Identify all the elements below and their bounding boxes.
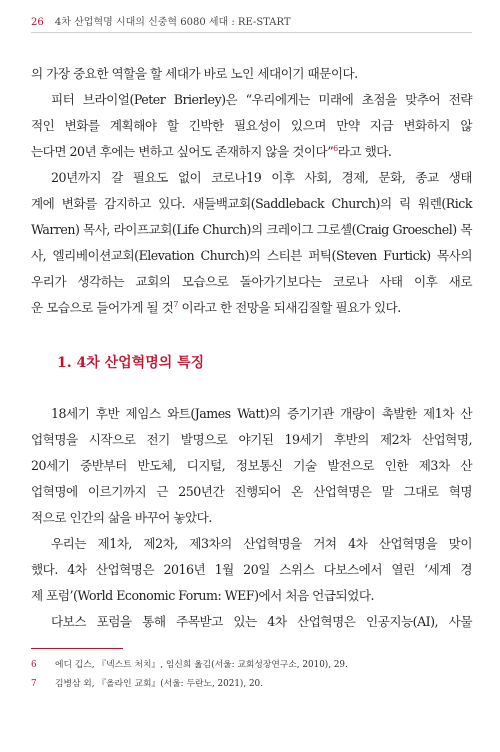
running-header bbox=[31, 13, 471, 28]
text-line: 업혁명에 이르기까지 근 250년간 진행되어 온 산업혁명은 말 그대로 혁명 bbox=[31, 484, 472, 499]
text-line: 적인 변화를 계획해야 할 긴박한 필요성이 있으며 만약 지금 변화하지 않 bbox=[31, 118, 472, 133]
paragraph-1 bbox=[31, 61, 472, 165]
text-line: 는다면 20년 후에는 변하고 싶어도 존재하지 않을 것이다”$^6$라고 했다. bbox=[31, 143, 392, 159]
footnote-ref-6[interactable]: 6 bbox=[333, 143, 338, 153]
paragraph-5 bbox=[31, 609, 472, 635]
text-line: 적으로 인간의 삶을 바꾸어 놓았다. bbox=[31, 510, 212, 525]
text-line: 우리는 제1차, 제2차, 제3차의 산업혁명을 거쳐 4차 산업혁명을 맞이 bbox=[51, 536, 472, 551]
paragraph-2 bbox=[31, 165, 472, 321]
footnote-text: 에디 깁스, 『넥스트 처치』, 임신희 옮김(서울: 교회성장연구소, 2010), 29. bbox=[55, 660, 348, 670]
text-line: 20세기 중반부터 반도체, 디지털, 정보통신 기술 발전으로 인한 제3차 산 bbox=[31, 458, 472, 473]
text-line: 피터 브라이얼(Peter Brierley)은 “우리에게는 미래에 초점을 맞추어 전략 bbox=[51, 92, 472, 107]
header-rule bbox=[31, 32, 472, 33]
paragraph-4 bbox=[31, 531, 472, 609]
text-line: 운 모습으로 들어가게 될 것$^7$ 이라고 한 전망을 되새김질할 필요가 있다. bbox=[31, 299, 401, 315]
text-line: 우리가 생각하는 교회의 모습으로 돌아가기보다는 코로나 사태 이후 새로 bbox=[31, 274, 472, 289]
text-line: 사, 엘리베이션교회(Elevation Church)의 스티븐 퍼틱(Steven Furtick) 목사의 bbox=[31, 248, 472, 263]
text-line: 했다. 4차 산업혁명은 2016년 1월 20일 스위스 다보스에서 열린 ‘세계 경 bbox=[31, 562, 472, 577]
footnote-ref-7[interactable]: 7 bbox=[173, 299, 178, 309]
text-line: 18세기 후반 제임스 와트(James Watt)의 증기기관 개량이 촉발한 제1차 산 bbox=[51, 406, 472, 421]
footnote-number: 7 bbox=[31, 679, 37, 689]
paragraph-3 bbox=[31, 401, 472, 531]
text-line: 계에 변화를 감지하고 있다. 새들백교회(Saddleback Church)의 릭 워렌(Rick bbox=[31, 196, 472, 211]
page-number: 26 bbox=[31, 17, 44, 28]
text-line: Warren) 목사, 라이프교회(Life Church)의 크레이그 그로셸(Craig Groeschel) 목 bbox=[31, 222, 472, 237]
footnote-6 bbox=[31, 656, 472, 675]
footnote-rule bbox=[31, 648, 123, 649]
section-title: 1. 4차 산업혁명의 특징 bbox=[57, 355, 205, 371]
footnote-7 bbox=[31, 675, 472, 694]
text-line: 업혁명을 시작으로 전기 발명으로 야기된 19세기 후반의 제2차 산업혁명, bbox=[31, 432, 472, 447]
footnote-text: 김병삼 외, 『올라인 교회』(서울: 두란노, 2021), 20. bbox=[55, 679, 263, 689]
text-line: 20년까지 갈 필요도 없이 코로나19 이후 사회, 경제, 문화, 종교 생태 bbox=[51, 170, 472, 185]
text-line: 제 포럼’(World Economic Forum: WEF)에서 처음 언급되었다. bbox=[31, 588, 374, 603]
footnotes bbox=[31, 656, 472, 694]
text-line: 다보스 포럼을 통해 주목받고 있는 4차 산업혁명은 인공지능(AI), 사물 bbox=[51, 614, 472, 629]
running-title: 4차 산업혁명 시대의 신중혁 6080 세대 : RE-START bbox=[54, 17, 291, 28]
footnote-number: 6 bbox=[31, 660, 37, 670]
text-line: 의 가장 중요한 역할을 할 세대가 바로 노인 세대이기 때문이다. bbox=[31, 66, 358, 81]
